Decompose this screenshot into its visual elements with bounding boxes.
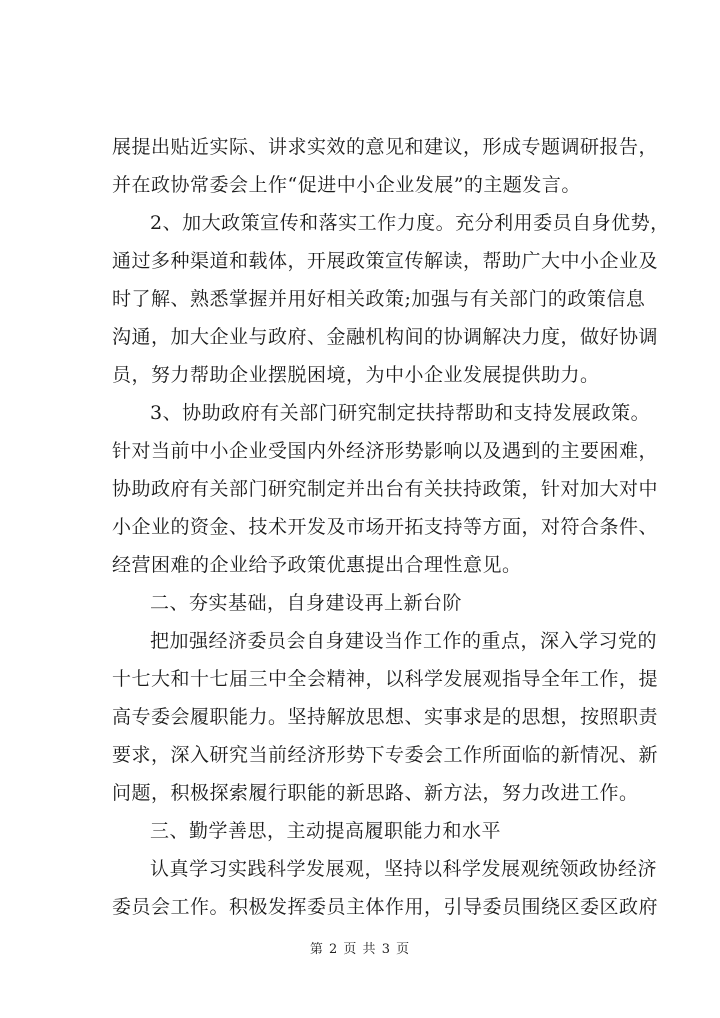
text-line: 沟通，加大企业与政府、金融机构间的协调解决力度，做好协调 <box>112 326 659 348</box>
text-line: 要求，深入研究当前经济形势下专委会工作所面临的新情况、新 <box>112 744 659 766</box>
text-line: 问题，积极探索履行职能的新思路、新方法，努力改进工作。 <box>112 782 639 804</box>
document-body <box>112 128 670 926</box>
text-line: 3、协助政府有关部门研究制定扶持帮助和支持发展政策。 <box>150 402 651 424</box>
text-line: 把加强经济委员会自身建设当作工作的重点，深入学习党的 <box>150 630 658 652</box>
text-line: 时了解、熟悉掌握并用好相关政策;加强与有关部门的政策信息 <box>112 288 646 310</box>
text-line: 十七大和十七届三中全会精神，以科学发展观指导全年工作，提 <box>112 668 659 690</box>
text-line: 协助政府有关部门研究制定并出台有关扶持政策，针对加大对中 <box>112 478 659 500</box>
text-line: 并在政协常委会上作“促进中小企业发展”的主题发言。 <box>112 174 581 196</box>
text-line: 经营困难的企业给予政策优惠提出合理性意见。 <box>112 554 522 576</box>
text-line: 小企业的资金、技术开发及市场开拓支持等方面，对符合条件、 <box>112 516 659 538</box>
text-line: 员，努力帮助企业摆脱困境，为中小企业发展提供助力。 <box>112 364 600 386</box>
section-heading: 二、夯实基础，自身建设再上新台阶 <box>150 592 463 614</box>
text-line: 委员会工作。积极发挥委员主体作用，引导委员围绕区委区政府 <box>112 896 659 918</box>
text-line: 通过多种渠道和载体，开展政策宣传解读，帮助广大中小企业及 <box>112 250 659 272</box>
text-line: 高专委会履职能力。坚持解放思想、实事求是的思想，按照职责 <box>112 706 659 728</box>
text-line: 2、加大政策宣传和落实工作力度。充分利用委员自身优势， <box>150 212 670 234</box>
page-number-footer: 第 2 页 共 3 页 <box>309 942 411 957</box>
text-line: 认真学习实践科学发展观，坚持以科学发展观统领政协经济 <box>150 858 658 880</box>
text-line: 展提出贴近实际、讲求实效的意见和建议，形成专题调研报告， <box>112 136 659 158</box>
section-heading: 三、勤学善思，主动提高履职能力和水平 <box>150 820 502 842</box>
text-line: 针对当前中小企业受国内外经济形势影响以及遇到的主要困难， <box>112 440 659 462</box>
